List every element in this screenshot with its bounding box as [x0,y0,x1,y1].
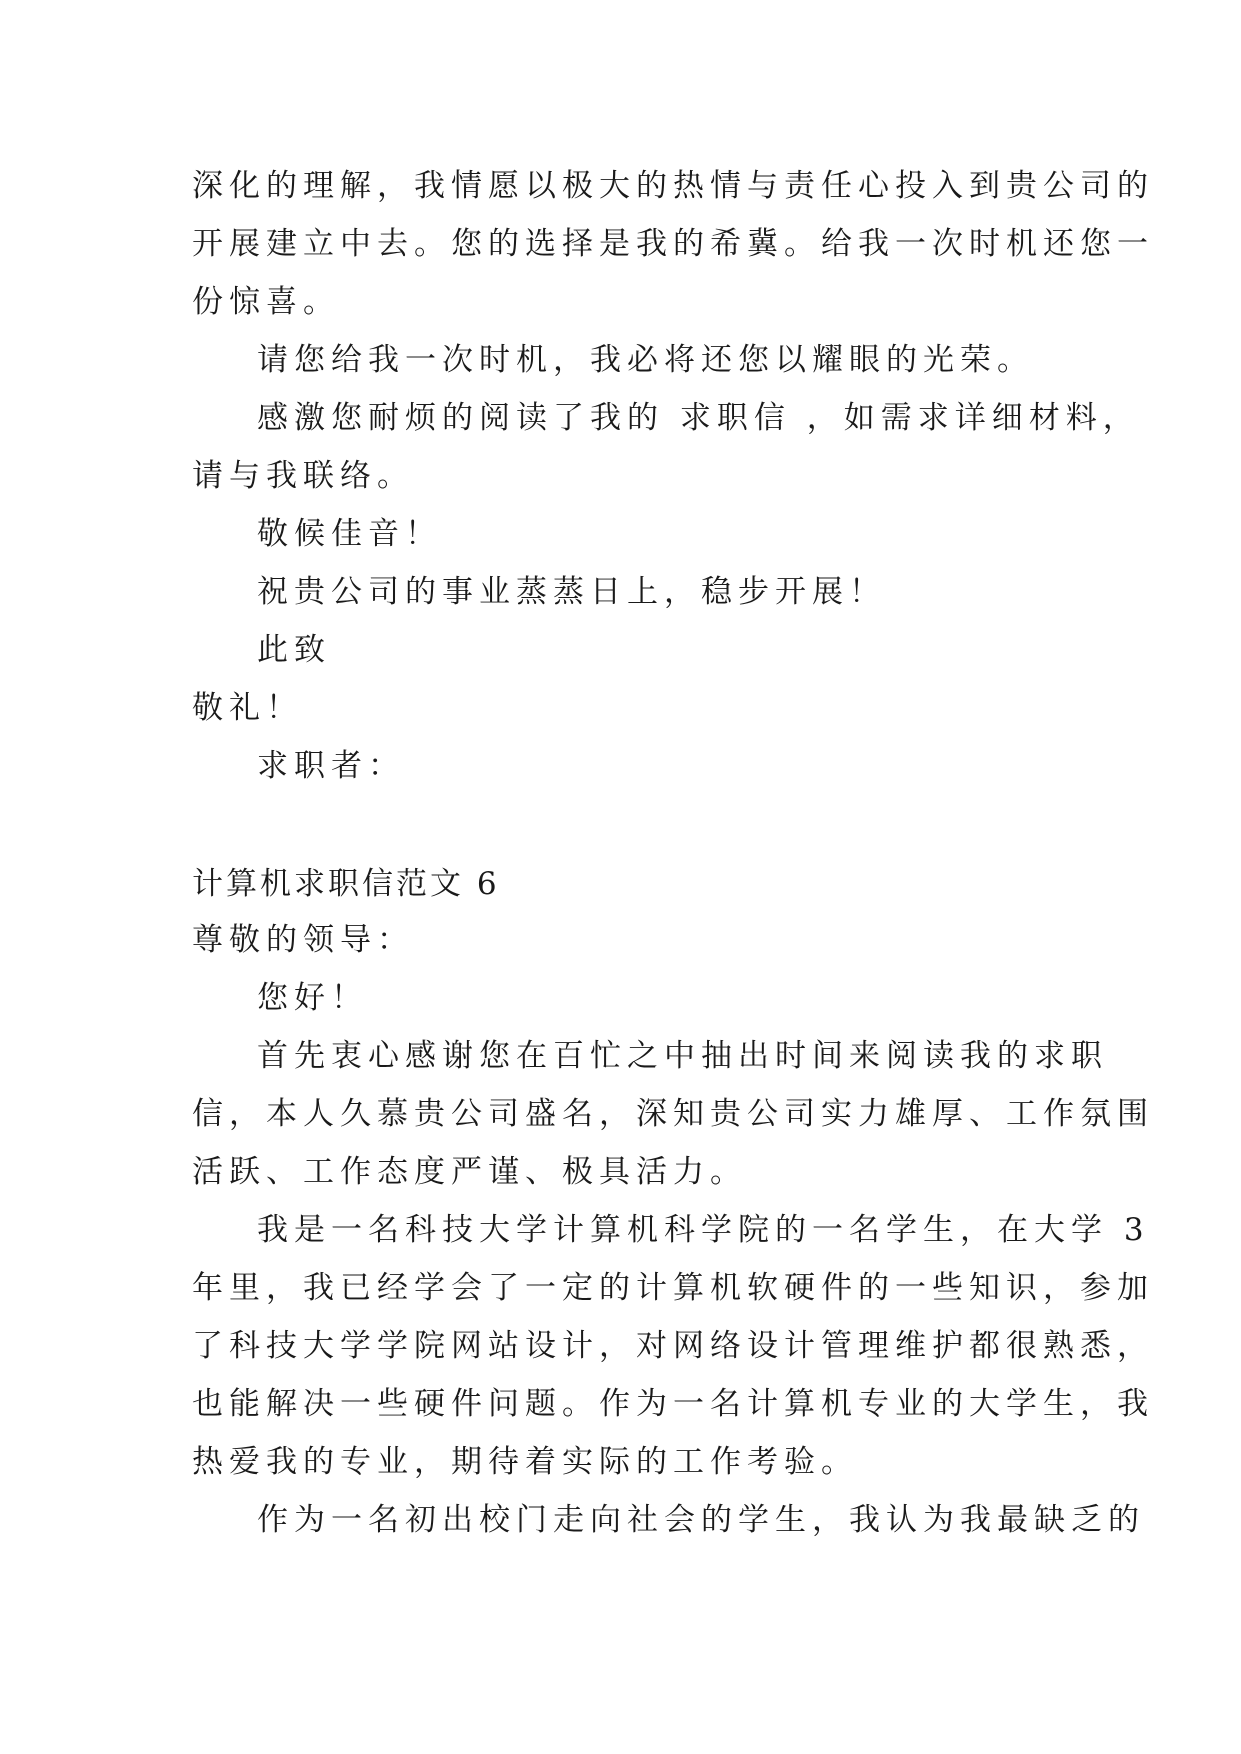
closing-line: 敬礼！ [192,690,303,726]
paragraph-line: 信，本人久慕贵公司盛名，深知贵公司实力雄厚、工作氛围 [192,1096,1154,1132]
section-title: 计算机求职信范文 6 [192,866,500,902]
paragraph-line: 请您给我一次时机，我必将还您以耀眼的光荣。 [257,342,1034,378]
signature-line: 求职者： [257,748,405,784]
closing-line: 祝贵公司的事业蒸蒸日上，稳步开展！ [257,574,886,610]
paragraph-line: 热爱我的专业，期待着实际的工作考验。 [192,1444,858,1480]
paragraph-line: 感激您耐烦的阅读了我的 求职信 ，如需求详细材料， [257,400,1140,436]
paragraph-line: 作为一名初出校门走向社会的学生，我认为我最缺乏的 [257,1502,1145,1538]
paragraph-line: 活跃、工作态度严谨、极具活力。 [192,1154,747,1190]
paragraph-line: 了科技大学学院网站设计，对网络设计管理维护都很熟悉， [192,1328,1154,1364]
closing-line: 此致 [257,632,331,668]
paragraph-line: 份惊喜。 [192,284,340,320]
paragraph-line: 年里，我已经学会了一定的计算机软硬件的一些知识，参加 [192,1270,1154,1306]
paragraph-line: 请与我联络。 [192,458,414,494]
paragraph-line: 首先衷心感谢您在百忙之中抽出时间来阅读我的求职 [257,1038,1108,1074]
salutation-line: 尊敬的领导： [192,922,414,958]
paragraph-line: 深化的理解，我情愿以极大的热情与责任心投入到贵公司的 [192,168,1154,204]
paragraph-line: 我是一名科技大学计算机科学院的一名学生，在大学 3 [257,1212,1150,1248]
paragraph-line: 开展建立中去。您的选择是我的希冀。给我一次时机还您一 [192,226,1154,262]
greeting-line: 您好！ [257,980,368,1016]
paragraph-line: 也能解决一些硬件问题。作为一名计算机专业的大学生，我 [192,1386,1154,1422]
closing-line: 敬候佳音！ [257,516,442,552]
